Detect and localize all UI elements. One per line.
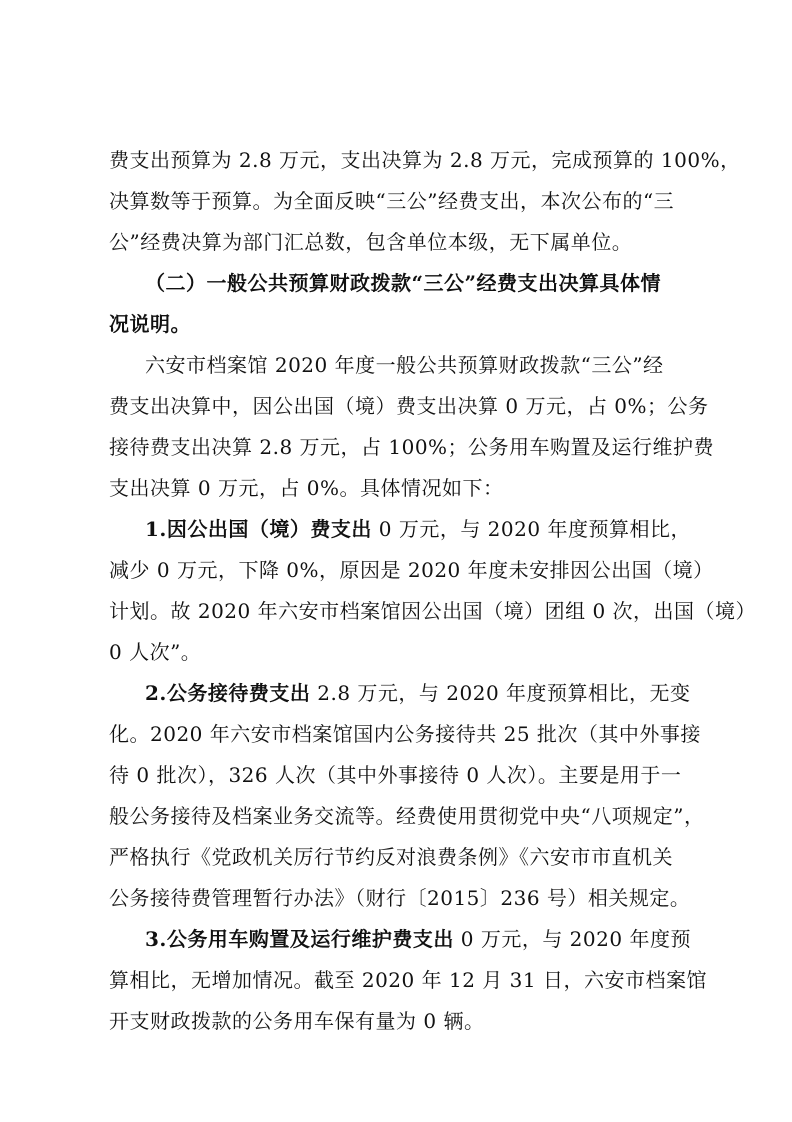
paragraph-line: 六安市档案馆 2020 年度一般公共预算财政拨款“三公”经 [145,353,664,377]
item1-line [145,516,690,542]
paragraph-line: 严格执行《党政机关厉行节约反对浪费条例》《六安市市直机关 [109,845,673,869]
paragraph-line: 公务接待费管理暂行办法》（财行〔2015〕236 号）相关规定。 [109,886,691,910]
paragraph-line: 接待费支出决算 2.8 万元，占 100%；公务用车购置及运行维护费 [109,435,715,459]
paragraph-line: 0 人次”。 [109,640,202,664]
item3-line [145,926,690,952]
paragraph-line: 算相比，无增加情况。截至 2020 年 12 月 31 日，六安市档案馆 [109,968,707,992]
item2-heading: 2.公务接待费支出 [145,681,311,705]
paragraph-line: 支出决算 0 万元，占 0%。具体情况如下： [109,476,504,500]
item1-heading: 1.因公出国（境）费支出 [145,517,372,541]
section-heading: （二）一般公共预算财政拨款“三公”经费支出决算具体情 [145,271,662,295]
section-heading-cont: 况说明。 [109,312,191,336]
paragraph-line: 开支财政拨款的公务用车保有量为 0 辆。 [109,1009,485,1033]
paragraph-line: 化。2020 年六安市档案馆国内公务接待共 25 批次（其中外事接 [109,722,701,746]
item1-text: 0 万元，与 2020 年度预算相比， [371,517,691,541]
item2-text: 2.8 万元，与 2020 年度预算相比，无变 [310,681,691,705]
paragraph-line: 决算数等于预算。为全面反映“三公”经费支出，本次公布的“三 [109,189,675,213]
paragraph-line: 待 0 批次），326 人次（其中外事接待 0 人次）。主要是用于一 [109,763,682,787]
paragraph-line: 公”经费决算为部门汇总数，包含单位本级，无下属单位。 [109,230,633,254]
item3-heading: 3.公务用车购置及运行维护费支出 [145,927,454,951]
paragraph-line: 费支出预算为 2.8 万元，支出决算为 2.8 万元，完成预算的 100%， [109,148,741,172]
paragraph-line: 计划。故 2020 年六安市档案馆因公出国（境）团组 0 次，出国（境） [109,599,757,623]
paragraph-line: 般公务接待及档案业务交流等。经费使用贯彻党中央“八项规定”， [109,804,705,828]
paragraph-line: 费支出决算中，因公出国（境）费支出决算 0 万元，占 0%；公务 [109,394,709,418]
item3-text: 0 万元，与 2020 年度预 [453,927,691,951]
item2-line [145,680,690,706]
paragraph-line: 减少 0 万元，下降 0%，原因是 2020 年度未安排因公出国（境） [109,558,714,582]
